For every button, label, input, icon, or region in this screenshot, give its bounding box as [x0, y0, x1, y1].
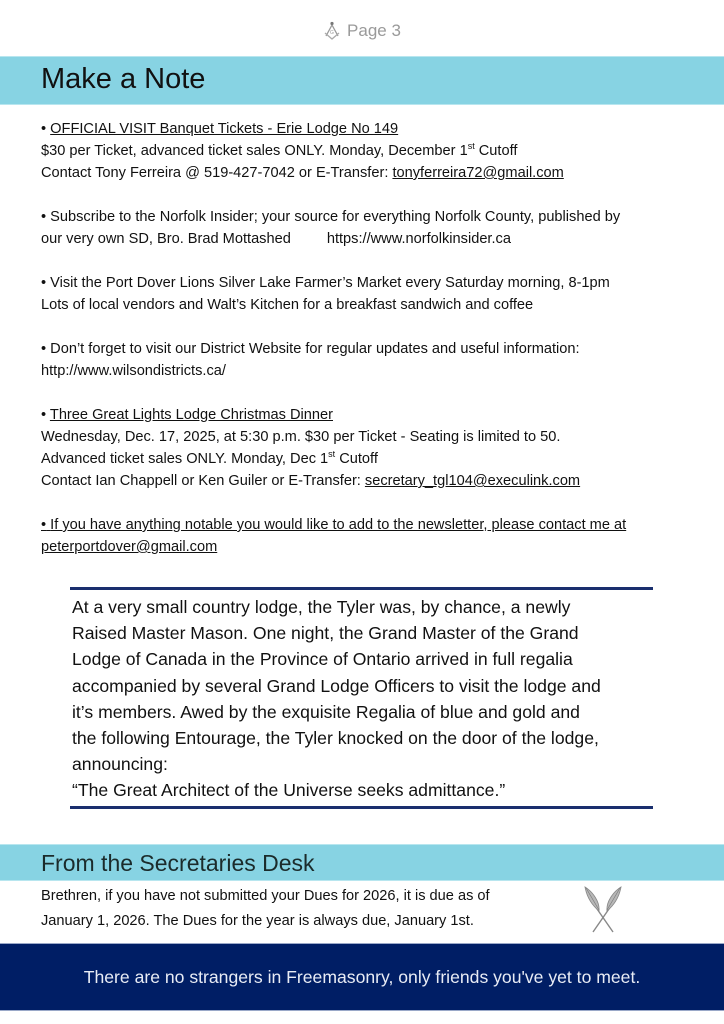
- sec-line: Brethren, if you have not submitted your Dues for 2026, it is due as of: [41, 888, 490, 904]
- quote-line: announcing:: [72, 754, 168, 775]
- quote-line: At a very small country lodge, the Tyler was, by chance, a newly: [72, 597, 571, 617]
- superscript: st: [328, 449, 336, 459]
- crossed-quills-icon: [583, 884, 623, 934]
- note-item: [41, 514, 701, 558]
- url-link[interactable]: http://www.wilsondistricts.ca/: [41, 363, 226, 379]
- url-link[interactable]: https://www.norfolkinsider.ca: [326, 231, 511, 247]
- bullet: •: [41, 517, 47, 533]
- bullet: •: [41, 209, 47, 225]
- note-text: $30 per Ticket, advanced ticket sales ONLY. Monday, December 1: [41, 143, 468, 159]
- note-text: Wednesday, Dec. 17, 2025, at 5:30 p.m. $30 per Ticket - Seating is limited to 50.: [41, 429, 561, 445]
- superscript: st: [467, 141, 475, 151]
- note-text: Contact Ian Chappell or Ken Guiler or E-Transfer:: [41, 473, 365, 489]
- notes-list: [41, 118, 701, 580]
- section-title: Make a Note: [41, 63, 206, 95]
- note-heading: Three Great Lights Lodge Christmas Dinner: [49, 407, 333, 423]
- note-text: Subscribe to the Norfolk Insider; your source for everything Norfolk County, published by: [50, 209, 621, 225]
- quote-line: “The Great Architect of the Universe seeks admittance.”: [72, 780, 506, 801]
- note-text: Cutoff: [474, 143, 518, 159]
- svg-text:G: G: [330, 30, 334, 36]
- quote-line: Raised Master Mason. One night, the Grand Master of the Grand: [72, 623, 579, 644]
- note-heading: OFFICIAL VISIT Banquet Tickets - Erie Lodge No 149: [50, 121, 399, 137]
- note-text: Don’t forget to visit our District Website for regular updates and useful information:: [50, 341, 580, 357]
- note-text: our very own SD, Bro. Brad Mottashed: [41, 231, 291, 247]
- secretaries-desk-band: [0, 844, 724, 881]
- note-item: [41, 272, 701, 316]
- quote-line: accompanied by several Grand Lodge Officers to visit the lodge and: [72, 675, 601, 696]
- footer-motto: There are no strangers in Freemasonry, only friends you've yet to meet.: [83, 966, 641, 987]
- page-header: [0, 19, 724, 43]
- bullet: •: [41, 121, 47, 137]
- secretaries-desk-text: [41, 884, 490, 934]
- footer-motto-banner: [0, 943, 724, 1011]
- tyler-story-quote: [70, 587, 653, 809]
- note-text: Advanced ticket sales ONLY. Monday, Dec 1: [41, 451, 329, 467]
- note-item: [41, 404, 701, 492]
- sec-line: January 1, 2026. The Dues for the year is always due, January 1st.: [41, 913, 474, 929]
- note-text: Contact Tony Ferreira @ 519-427-7042 or E-Transfer:: [41, 165, 393, 181]
- note-text: If you have anything notable you would like to add to the newsletter, please contact me at: [50, 517, 627, 533]
- note-text: Lots of local vendors and Walt’s Kitchen for a breakfast sandwich and coffee: [41, 297, 534, 313]
- note-item: [41, 338, 701, 382]
- quote-line: Lodge of Canada in the Province of Ontario arrived in full regalia: [72, 649, 573, 670]
- email-link[interactable]: tonyferreira72@gmail.com: [392, 165, 564, 181]
- note-text: Visit the Port Dover Lions Silver Lake Farmer’s Market every Saturday morning, 8-1pm: [50, 275, 610, 291]
- note-text: Cutoff: [335, 451, 378, 467]
- bullet: •: [41, 341, 47, 357]
- bullet: •: [41, 407, 47, 423]
- section-title: From the Secretaries Desk: [41, 850, 315, 876]
- quote-line: it’s members. Awed by the exquisite Regalia of blue and gold and: [72, 701, 580, 722]
- email-link[interactable]: secretary_tgl104@execulink.com: [364, 473, 581, 489]
- quote-line: the following Entourage, the Tyler knocked on the door of the lodge,: [72, 728, 599, 749]
- make-a-note-band: [0, 56, 724, 105]
- bullet: •: [41, 275, 47, 291]
- square-and-compass-icon: [323, 21, 341, 41]
- note-item: [41, 118, 701, 184]
- email-link[interactable]: peterportdover@gmail.com: [41, 539, 218, 555]
- note-item: [41, 206, 701, 250]
- page-number: Page 3: [347, 21, 401, 40]
